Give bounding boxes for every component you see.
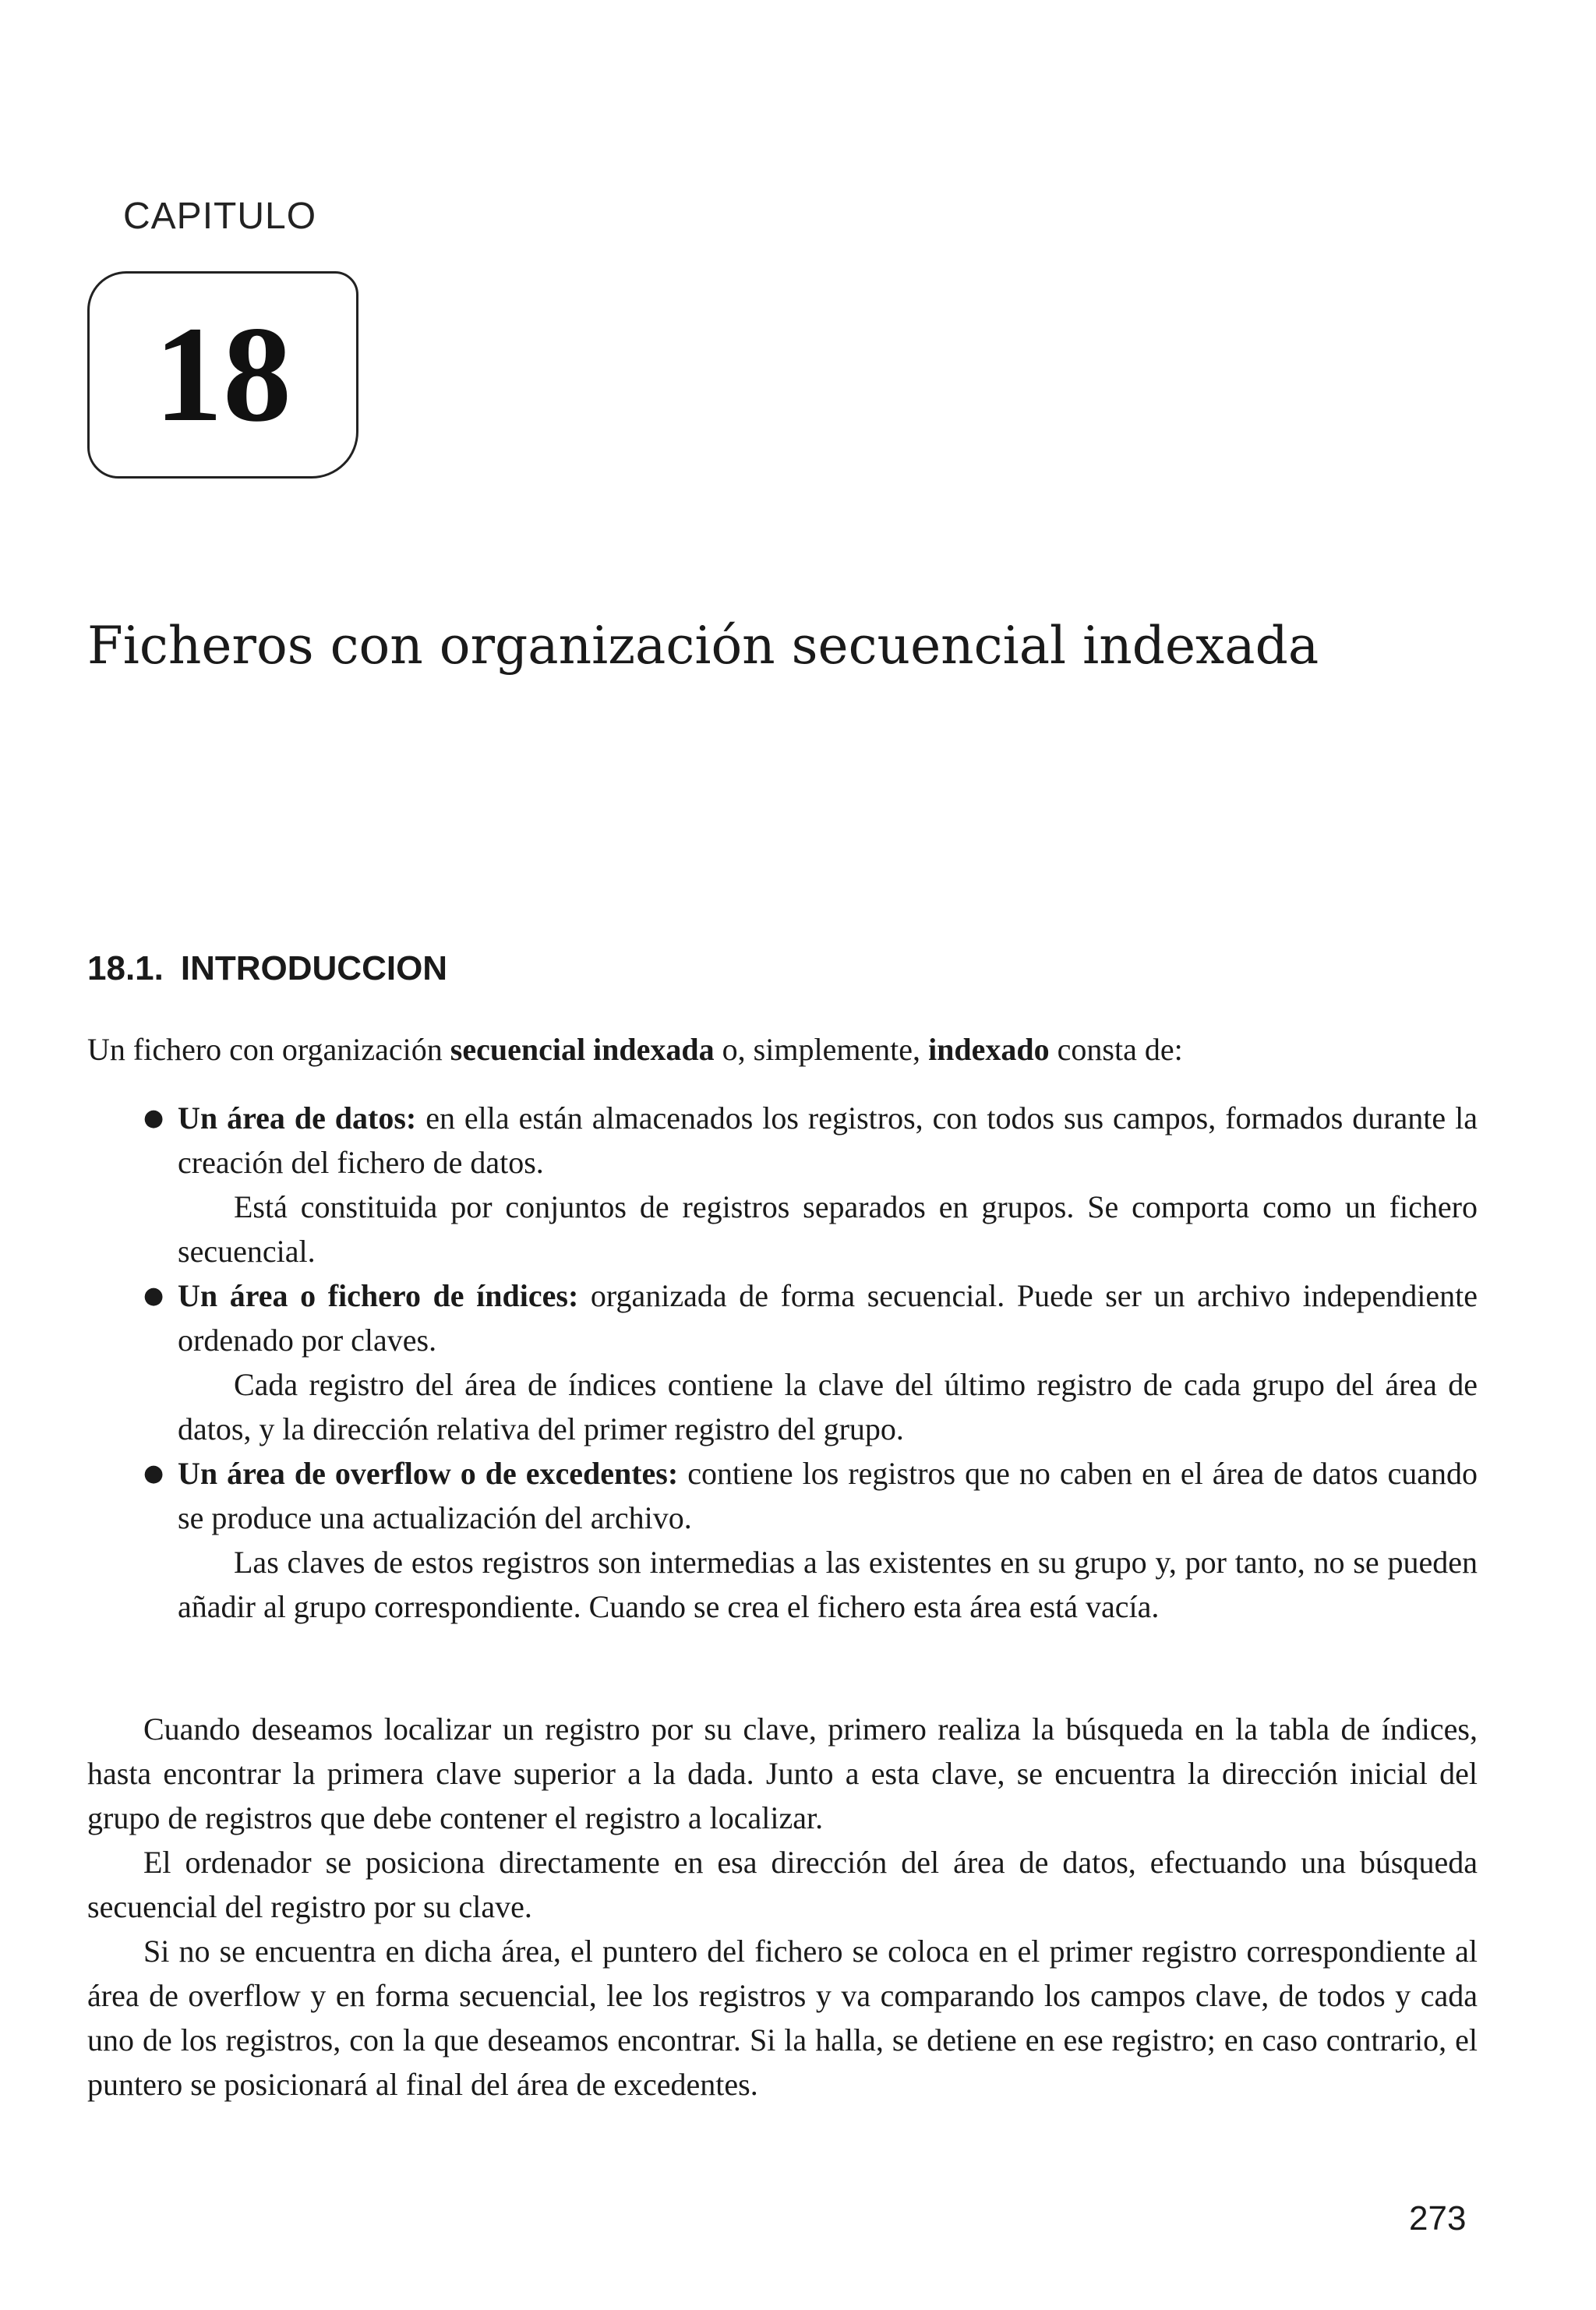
list-item-term: Un área de datos: <box>178 1100 417 1136</box>
list-item-text: organizada de forma secuencial. Puede ser un archivo independiente ordenado por claves. <box>178 1278 1478 1358</box>
paragraph: Si no se encuentra en dicha área, el puntero del fichero se coloca en el primer registro correspondiente al área de overflow y en forma secuencial, lee los registros y va comparando los campos clave, de todos y cada uno de los registros, con la que deseamos encontrar. Si la halla, se detiene en ese registro; en caso contrario, el puntero se posicionará al final del área de excedentes. <box>87 1934 1478 2102</box>
list-item-term: Un área o fichero de índices: <box>178 1278 579 1313</box>
list-item <box>143 1451 1478 1629</box>
chapter-label: CAPITULO <box>123 196 317 237</box>
list-item-detail: Cada registro del área de índices contiene la clave del último registro de cada grupo del área de datos, y la dirección relativa del primer registro del grupo. <box>178 1367 1478 1446</box>
body-text <box>87 1707 1478 2107</box>
term-indexado: indexado <box>928 1032 1050 1067</box>
list-item-text: en ella están almacenados los registros, con todos sus campos, formados durante la creación del fichero de datos. <box>178 1100 1478 1180</box>
list-item-detail: Las claves de estos registros son intermedias a las existentes en su grupo y, por tanto, no se pueden añadir al grupo correspondiente. Cuando se crea el fichero esta área está vacía. <box>178 1545 1478 1624</box>
list-item-detail: Está constituida por conjuntos de registros separados en grupos. Se comporta como un fichero secuencial. <box>178 1189 1478 1269</box>
bullet-icon: ● <box>143 1282 164 1309</box>
component-list <box>87 1096 1478 1629</box>
section-heading <box>87 949 447 988</box>
section-title: INTRODUCCION <box>180 949 448 987</box>
section-number: 18.1. <box>87 949 164 987</box>
chapter-title: Ficheros con organización secuencial indexada <box>87 616 1319 676</box>
term-secuencial-indexada: secuencial indexada <box>450 1032 715 1067</box>
intro-paragraph: Un fichero con organización secuencial indexada o, simplemente, indexado consta de: <box>87 1032 1183 1067</box>
chapter-number: 18 <box>154 298 291 450</box>
bullet-icon: ● <box>143 1460 164 1487</box>
page-number: 273 <box>1409 2199 1467 2238</box>
list-item <box>143 1096 1478 1273</box>
list-item <box>143 1273 1478 1451</box>
bullet-icon: ● <box>143 1104 164 1132</box>
list-item-term: Un área de overflow o de excedentes: <box>178 1456 679 1491</box>
paragraph: El ordenador se posiciona directamente en esa dirección del área de datos, efectuando una búsqueda secuencial del registro por su clave. <box>87 1845 1478 1924</box>
chapter-number-box <box>87 271 358 479</box>
list-item-text: contiene los registros que no caben en el área de datos cuando se produce una actualización del archivo. <box>178 1456 1478 1535</box>
paragraph: Cuando deseamos localizar un registro por su clave, primero realiza la búsqueda en la tabla de índices, hasta encontrar la primera clave superior a la dada. Junto a esta clave, se encuentra la dirección inicial del grupo de registros que debe contener el registro a localizar. <box>87 1711 1478 1835</box>
